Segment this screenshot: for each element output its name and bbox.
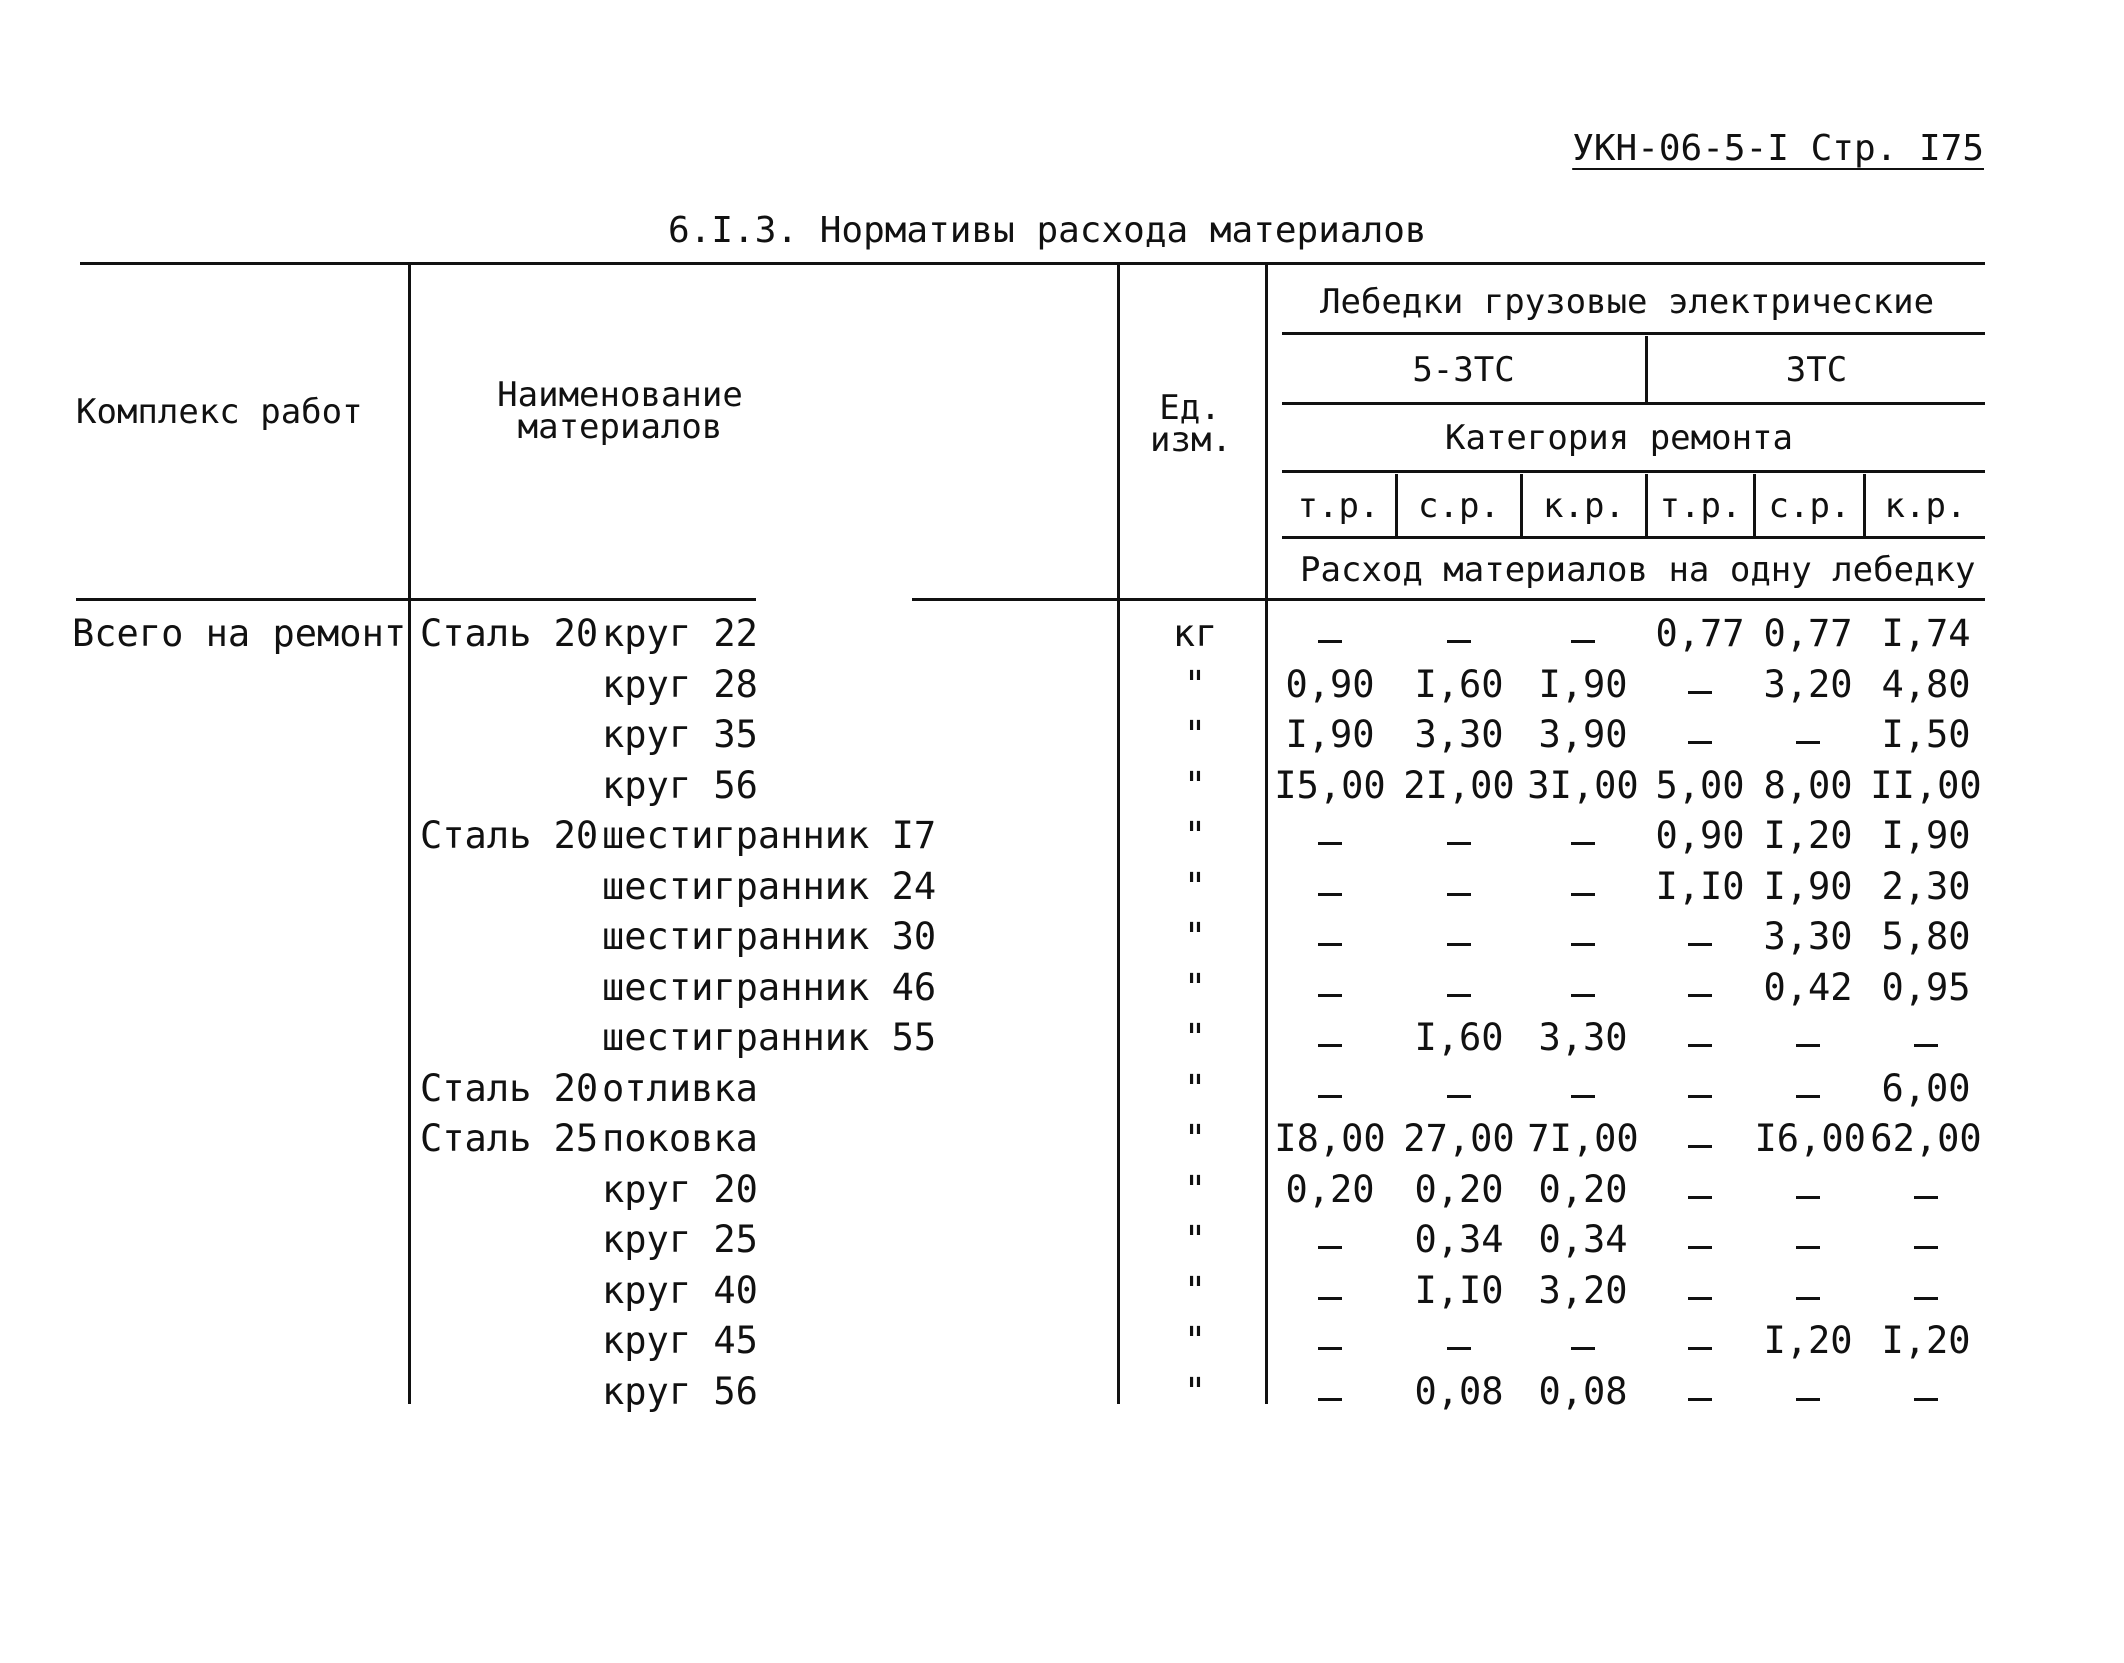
value-dash [1688,691,1712,694]
value-cell: 0,77 [1655,612,1745,655]
value-dash [1688,994,1712,997]
value-dash [1688,1196,1712,1199]
header-unit-line2: изм. [1150,420,1232,460]
value-dash [1447,943,1471,946]
material-item: шестигранник 55 [602,1016,937,1059]
material-item: круг 45 [602,1319,758,1362]
value-cell: I,60 [1414,1016,1504,1059]
value-dash [1447,640,1471,643]
header-sub-1: т.р. [1297,486,1380,526]
value-dash [1796,741,1820,744]
value-cell: 0,08 [1414,1369,1504,1413]
header-name-line2: материалов [517,407,723,447]
value-dash [1447,994,1471,997]
material-item: круг 56 [602,763,758,807]
value-dash [1796,1297,1820,1300]
table-top-rule [80,262,1985,265]
value-dash [1688,741,1712,744]
group-rule [1282,332,1985,335]
unit-cell: " [1183,1369,1207,1413]
value-cell: I,50 [1881,713,1971,756]
material-item: круг 35 [602,713,758,756]
header-sub-5: с.р. [1768,486,1851,526]
material-item: отливка [602,1066,758,1110]
value-cell: 3,30 [1763,915,1853,958]
value-cell: I,74 [1881,612,1971,655]
value-dash [1796,1398,1820,1401]
material-item: круг 25 [602,1218,758,1261]
header-sub-3: к.р. [1543,486,1625,526]
value-dash [1571,842,1595,845]
value-dash [1571,893,1595,896]
value-cell: I8,00 [1274,1117,1386,1160]
col-divider-work [408,264,411,1404]
unit-cell: " [1183,1218,1207,1261]
value-cell: I,90 [1285,713,1375,756]
value-dash [1318,1246,1342,1249]
value-cell: I,I0 [1655,864,1745,908]
unit-cell: " [1183,1117,1207,1160]
unit-cell: " [1183,1016,1207,1059]
value-dash [1318,640,1342,643]
value-dash [1447,893,1471,896]
value-cell: I,20 [1763,1319,1853,1362]
header-model-b: 3ТС [1785,350,1848,390]
value-cell: 27,00 [1403,1117,1515,1160]
material-item: шестигранник I7 [602,814,937,857]
value-dash [1318,893,1342,896]
material-item: круг 28 [602,662,758,706]
unit-cell: " [1183,1066,1207,1110]
value-dash [1688,1044,1712,1047]
value-dash [1318,1297,1342,1300]
unit-cell: " [1183,864,1207,908]
value-dash [1447,1347,1471,1350]
value-dash [1688,1095,1712,1098]
unit-cell: " [1183,814,1207,857]
header-bottom-rule-left [76,598,756,601]
value-dash [1571,640,1595,643]
value-dash [1796,1246,1820,1249]
material-item: поковка [602,1117,758,1160]
material-grade: Сталь 25 [420,1117,599,1160]
value-cell: I,90 [1538,662,1628,706]
value-cell: 0,90 [1655,814,1745,857]
value-cell: I5,00 [1274,763,1386,807]
value-cell: 0,34 [1414,1218,1504,1261]
header-group: Лебедки грузовые электрические [1320,282,1935,322]
value-dash [1318,842,1342,845]
header-model-a: 5-3ТС [1412,350,1515,390]
value-dash [1688,1145,1712,1148]
header-work: Комплекс работ [76,392,363,432]
value-cell: I,90 [1763,864,1853,908]
material-item: круг 20 [602,1167,758,1211]
unit-cell: " [1183,915,1207,958]
value-cell: I,90 [1881,814,1971,857]
value-dash [1914,1297,1938,1300]
header-category: Категория ремонта [1445,418,1793,458]
page-reference: УКН-06-5-I Стр. I75 [1572,128,1984,169]
header-sub-6: к.р. [1884,486,1967,526]
value-dash [1914,1044,1938,1047]
value-dash [1447,842,1471,845]
col-divider-name [1117,264,1120,1404]
material-item: шестигранник 24 [602,864,937,908]
value-dash [1688,1347,1712,1350]
value-cell: 8,00 [1763,763,1853,807]
material-item: шестигранник 46 [602,965,937,1009]
value-dash [1571,994,1595,997]
value-cell: 4,80 [1881,662,1971,706]
value-cell: 0,34 [1538,1218,1628,1261]
work-label: Всего на ремонт [72,612,407,655]
value-dash [1914,1196,1938,1199]
unit-cell: " [1183,713,1207,756]
value-cell: II,00 [1870,763,1982,807]
unit-cell: кг [1172,612,1218,655]
value-cell: I,60 [1414,662,1504,706]
value-cell: 5,00 [1655,763,1745,807]
value-dash [1318,1398,1342,1401]
unit-cell: " [1183,965,1207,1009]
value-dash [1914,1398,1938,1401]
value-dash [1688,1246,1712,1249]
value-cell: 6,00 [1881,1066,1971,1110]
value-dash [1688,943,1712,946]
col-divider-unit [1265,264,1268,1404]
value-cell: 0,20 [1414,1167,1504,1211]
value-dash [1571,1095,1595,1098]
value-dash [1796,1196,1820,1199]
unit-cell: " [1183,662,1207,706]
material-item: круг 56 [602,1369,758,1413]
value-dash [1318,1095,1342,1098]
value-cell: 62,00 [1870,1117,1982,1160]
value-dash [1571,1347,1595,1350]
value-cell: 0,20 [1285,1167,1375,1211]
material-item: круг 40 [602,1268,758,1312]
value-dash [1318,943,1342,946]
value-cell: 0,08 [1538,1369,1628,1413]
value-cell: 3I,00 [1527,763,1639,807]
unit-cell: " [1183,763,1207,807]
value-cell: 0,95 [1881,965,1971,1009]
value-cell: 3,30 [1414,713,1504,756]
value-cell: I,20 [1881,1319,1971,1362]
unit-cell: " [1183,1167,1207,1211]
header-consumption: Расход материалов на одну лебедку [1300,550,1976,590]
header-name-line1: Наименование [497,375,743,415]
sub-rule [1282,536,1985,539]
material-item: круг 22 [602,612,758,655]
value-cell: I6,00 [1754,1117,1866,1160]
value-dash [1796,1044,1820,1047]
value-dash [1318,1044,1342,1047]
material-grade: Сталь 20 [420,1066,599,1110]
document-title: 6.I.3. Нормативы расхода материалов [668,210,1427,251]
unit-cell: " [1183,1268,1207,1312]
value-dash [1447,1095,1471,1098]
value-dash [1688,1398,1712,1401]
value-cell: 3,20 [1538,1268,1628,1312]
value-dash [1796,1095,1820,1098]
value-cell: 0,90 [1285,662,1375,706]
value-cell: 0,42 [1763,965,1853,1009]
value-cell: I,20 [1763,814,1853,857]
value-cell: 2,30 [1881,864,1971,908]
value-dash [1571,943,1595,946]
value-dash [1318,1347,1342,1350]
value-cell: 3,30 [1538,1016,1628,1059]
header-bottom-rule-right [912,598,1985,601]
value-dash [1318,994,1342,997]
value-cell: 7I,00 [1527,1117,1639,1160]
value-dash [1914,1246,1938,1249]
model-rule [1282,402,1985,405]
value-cell: 2I,00 [1403,763,1515,807]
value-cell: 0,20 [1538,1167,1628,1211]
material-grade: Сталь 20 [420,814,599,857]
value-cell: I,I0 [1414,1268,1504,1312]
value-cell: 5,80 [1881,915,1971,958]
value-dash [1688,1297,1712,1300]
header-unit-line1: Ед. [1159,388,1221,428]
unit-cell: " [1183,1319,1207,1362]
header-sub-4: т.р. [1659,486,1742,526]
value-cell: 3,20 [1763,662,1853,706]
value-cell: 3,90 [1538,713,1628,756]
category-rule [1282,470,1985,473]
material-grade: Сталь 20 [420,612,599,655]
header-sub-2: с.р. [1418,486,1500,526]
material-item: шестигранник 30 [602,915,937,958]
value-cell: 0,77 [1763,612,1853,655]
